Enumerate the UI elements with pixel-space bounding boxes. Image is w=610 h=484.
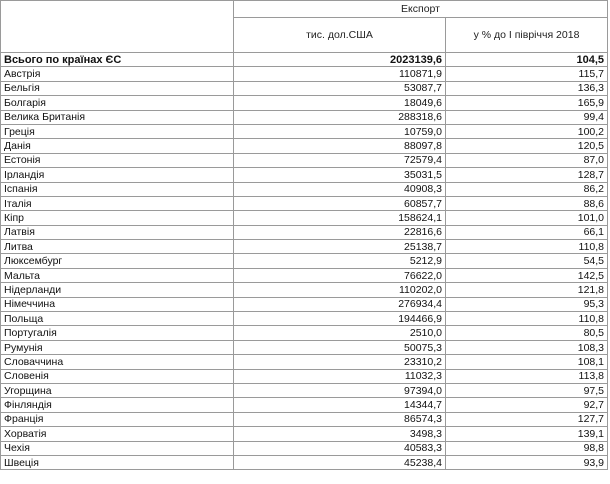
country-cell: Іспанія	[1, 182, 234, 196]
table-row	[1, 211, 608, 225]
table-row	[1, 297, 608, 311]
usd-cell: 40583,3	[234, 441, 446, 455]
usd-cell: 110202,0	[234, 283, 446, 297]
country-cell: Естонія	[1, 153, 234, 167]
pct-cell: 120,5	[446, 139, 608, 153]
country-cell: Данія	[1, 139, 234, 153]
total-row	[1, 53, 608, 67]
usd-cell: 88097,8	[234, 139, 446, 153]
country-cell: Австрія	[1, 67, 234, 81]
usd-cell: 60857,7	[234, 196, 446, 210]
usd-cell: 3498,3	[234, 427, 446, 441]
table-row	[1, 96, 608, 110]
pct-cell: 87,0	[446, 153, 608, 167]
table-row	[1, 369, 608, 383]
country-cell: Польща	[1, 312, 234, 326]
table-row	[1, 441, 608, 455]
table-row	[1, 225, 608, 239]
usd-cell: 14344,7	[234, 398, 446, 412]
usd-cell: 110871,9	[234, 67, 446, 81]
pct-cell: 127,7	[446, 412, 608, 426]
pct-cell: 86,2	[446, 182, 608, 196]
usd-cell: 35031,5	[234, 168, 446, 182]
table-row	[1, 268, 608, 282]
pct-cell: 80,5	[446, 326, 608, 340]
country-cell: Італія	[1, 196, 234, 210]
country-cell: Люксембург	[1, 254, 234, 268]
pct-cell: 108,3	[446, 340, 608, 354]
pct-cell: 66,1	[446, 225, 608, 239]
pct-cell: 54,5	[446, 254, 608, 268]
country-cell: Ірландія	[1, 168, 234, 182]
pct-cell: 88,6	[446, 196, 608, 210]
pct-cell: 165,9	[446, 96, 608, 110]
pct-cell: 99,4	[446, 110, 608, 124]
table-row	[1, 355, 608, 369]
header-row-group	[1, 1, 608, 18]
country-cell: Кіпр	[1, 211, 234, 225]
usd-cell: 72579,4	[234, 153, 446, 167]
table-row	[1, 455, 608, 469]
table-row	[1, 110, 608, 124]
pct-cell: 97,5	[446, 383, 608, 397]
table-row	[1, 67, 608, 81]
usd-cell: 5212,9	[234, 254, 446, 268]
country-cell: Велика Британія	[1, 110, 234, 124]
country-cell: Португалія	[1, 326, 234, 340]
usd-cell: 45238,4	[234, 455, 446, 469]
pct-cell: 92,7	[446, 398, 608, 412]
usd-cell: 194466,9	[234, 312, 446, 326]
pct-cell: 100,2	[446, 124, 608, 138]
country-cell: Латвія	[1, 225, 234, 239]
country-cell: Словенія	[1, 369, 234, 383]
country-cell: Мальта	[1, 268, 234, 282]
usd-cell: 2510,0	[234, 326, 446, 340]
header-pct: у % до I півріччя 2018	[446, 18, 608, 53]
pct-cell: 110,8	[446, 240, 608, 254]
table-row	[1, 312, 608, 326]
total-usd: 2023139,6	[234, 53, 446, 67]
table-row	[1, 196, 608, 210]
country-cell: Румунія	[1, 340, 234, 354]
table-row	[1, 340, 608, 354]
pct-cell: 113,8	[446, 369, 608, 383]
pct-cell: 128,7	[446, 168, 608, 182]
table-row	[1, 240, 608, 254]
header-usd: тис. дол.США	[234, 18, 446, 53]
table-row	[1, 139, 608, 153]
total-pct: 104,5	[446, 53, 608, 67]
country-cell: Бельгія	[1, 81, 234, 95]
country-cell: Угорщина	[1, 383, 234, 397]
table-row	[1, 168, 608, 182]
usd-cell: 97394,0	[234, 383, 446, 397]
usd-cell: 10759,0	[234, 124, 446, 138]
table-row	[1, 412, 608, 426]
usd-cell: 23310,2	[234, 355, 446, 369]
pct-cell: 98,8	[446, 441, 608, 455]
table-row	[1, 283, 608, 297]
table-row	[1, 427, 608, 441]
country-cell: Німеччина	[1, 297, 234, 311]
country-cell: Словаччина	[1, 355, 234, 369]
pct-cell: 93,9	[446, 455, 608, 469]
country-cell: Литва	[1, 240, 234, 254]
usd-cell: 86574,3	[234, 412, 446, 426]
usd-cell: 288318,6	[234, 110, 446, 124]
usd-cell: 276934,4	[234, 297, 446, 311]
usd-cell: 40908,3	[234, 182, 446, 196]
pct-cell: 101,0	[446, 211, 608, 225]
table-row	[1, 182, 608, 196]
total-label: Всього по країнах ЄС	[1, 53, 234, 67]
pct-cell: 115,7	[446, 67, 608, 81]
usd-cell: 25138,7	[234, 240, 446, 254]
country-cell: Швеція	[1, 455, 234, 469]
header-export: Експорт	[234, 1, 608, 18]
usd-cell: 22816,6	[234, 225, 446, 239]
country-cell: Нідерланди	[1, 283, 234, 297]
header-country-blank	[1, 1, 234, 53]
table-row	[1, 81, 608, 95]
table-row	[1, 254, 608, 268]
country-cell: Хорватія	[1, 427, 234, 441]
pct-cell: 142,5	[446, 268, 608, 282]
table-row	[1, 153, 608, 167]
pct-cell: 139,1	[446, 427, 608, 441]
table-row	[1, 124, 608, 138]
country-cell: Фінляндія	[1, 398, 234, 412]
pct-cell: 121,8	[446, 283, 608, 297]
pct-cell: 110,8	[446, 312, 608, 326]
country-cell: Чехія	[1, 441, 234, 455]
pct-cell: 95,3	[446, 297, 608, 311]
table-row	[1, 326, 608, 340]
country-cell: Греція	[1, 124, 234, 138]
usd-cell: 11032,3	[234, 369, 446, 383]
pct-cell: 108,1	[446, 355, 608, 369]
usd-cell: 18049,6	[234, 96, 446, 110]
country-cell: Франція	[1, 412, 234, 426]
country-cell: Болгарія	[1, 96, 234, 110]
usd-cell: 158624,1	[234, 211, 446, 225]
pct-cell: 136,3	[446, 81, 608, 95]
usd-cell: 53087,7	[234, 81, 446, 95]
table-row	[1, 383, 608, 397]
table-row	[1, 398, 608, 412]
usd-cell: 76622,0	[234, 268, 446, 282]
usd-cell: 50075,3	[234, 340, 446, 354]
